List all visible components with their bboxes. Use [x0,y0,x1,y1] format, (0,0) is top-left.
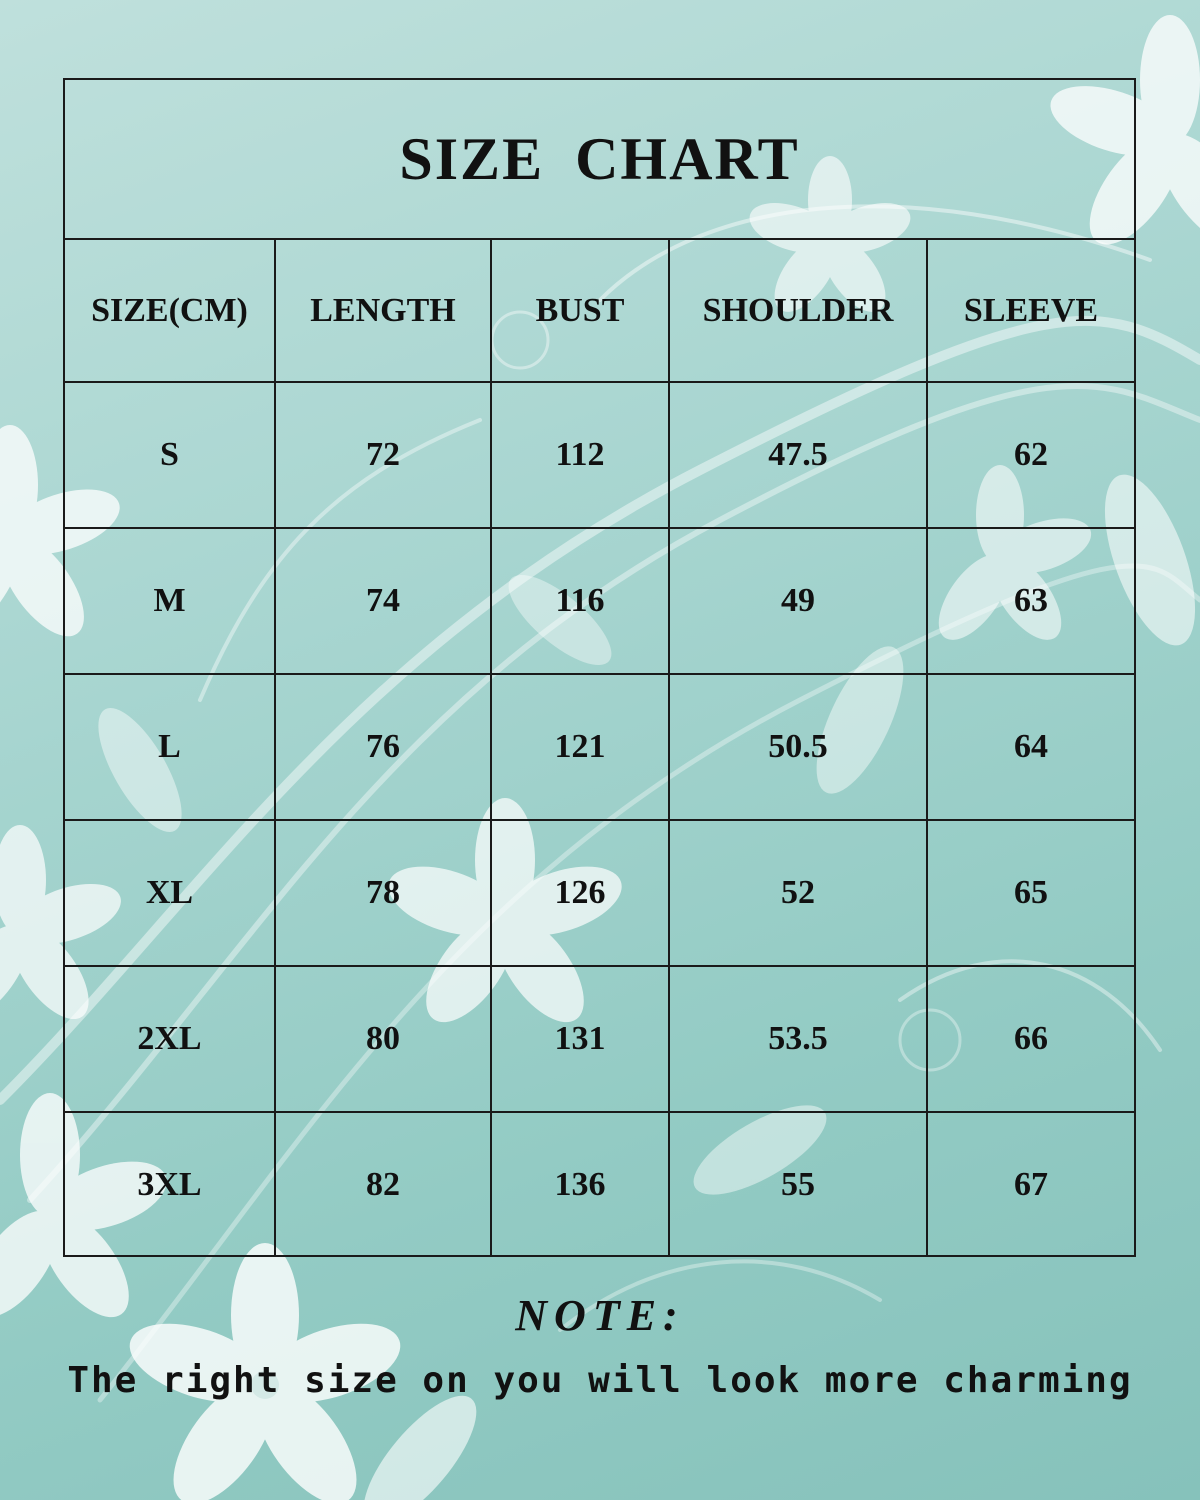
title-row [65,80,1134,240]
table-row [65,966,1134,1112]
cell-size: S [65,382,275,528]
cell-length: 82 [275,1112,491,1257]
size-table [65,240,1134,1257]
cell-sleeve: 65 [927,820,1134,966]
cell-sleeve: 66 [927,966,1134,1112]
table-row [65,382,1134,528]
table-row [65,674,1134,820]
header-shoulder: SHOULDER [669,240,927,382]
cell-bust: 126 [491,820,669,966]
cell-bust: 112 [491,382,669,528]
header-bust: BUST [491,240,669,382]
cell-shoulder: 49 [669,528,927,674]
cell-size: XL [65,820,275,966]
cell-shoulder: 52 [669,820,927,966]
chart-title: SIZE CHART [399,125,800,192]
cell-length: 74 [275,528,491,674]
table-row [65,528,1134,674]
table-row [65,820,1134,966]
cell-bust: 136 [491,1112,669,1257]
header-length: LENGTH [275,240,491,382]
cell-length: 72 [275,382,491,528]
table-row [65,1112,1134,1257]
cell-sleeve: 64 [927,674,1134,820]
note-label: NOTE: [515,1291,685,1340]
header-sleeve: SLEEVE [927,240,1134,382]
cell-length: 80 [275,966,491,1112]
cell-shoulder: 53.5 [669,966,927,1112]
note-text: The right size on you will look more charming [67,1360,1133,1401]
cell-length: 76 [275,674,491,820]
header-size: SIZE(CM) [65,240,275,382]
cell-sleeve: 67 [1014,1166,1048,1203]
header-row [65,240,1134,382]
cell-sleeve: 63 [927,528,1134,674]
cell-size: M [65,528,275,674]
cell-shoulder: 47.5 [669,382,927,528]
cell-shoulder: 55 [669,1112,927,1257]
cell-bust: 116 [491,528,669,674]
cell-size: 3XL [65,1112,275,1257]
cell-size: 2XL [65,966,275,1112]
cell-sleeve: 62 [927,382,1134,528]
cell-shoulder: 50.5 [669,674,927,820]
cell-size: L [65,674,275,820]
cell-bust: 121 [491,674,669,820]
cell-bust: 131 [491,966,669,1112]
size-chart [63,78,1136,1257]
cell-length: 78 [275,820,491,966]
